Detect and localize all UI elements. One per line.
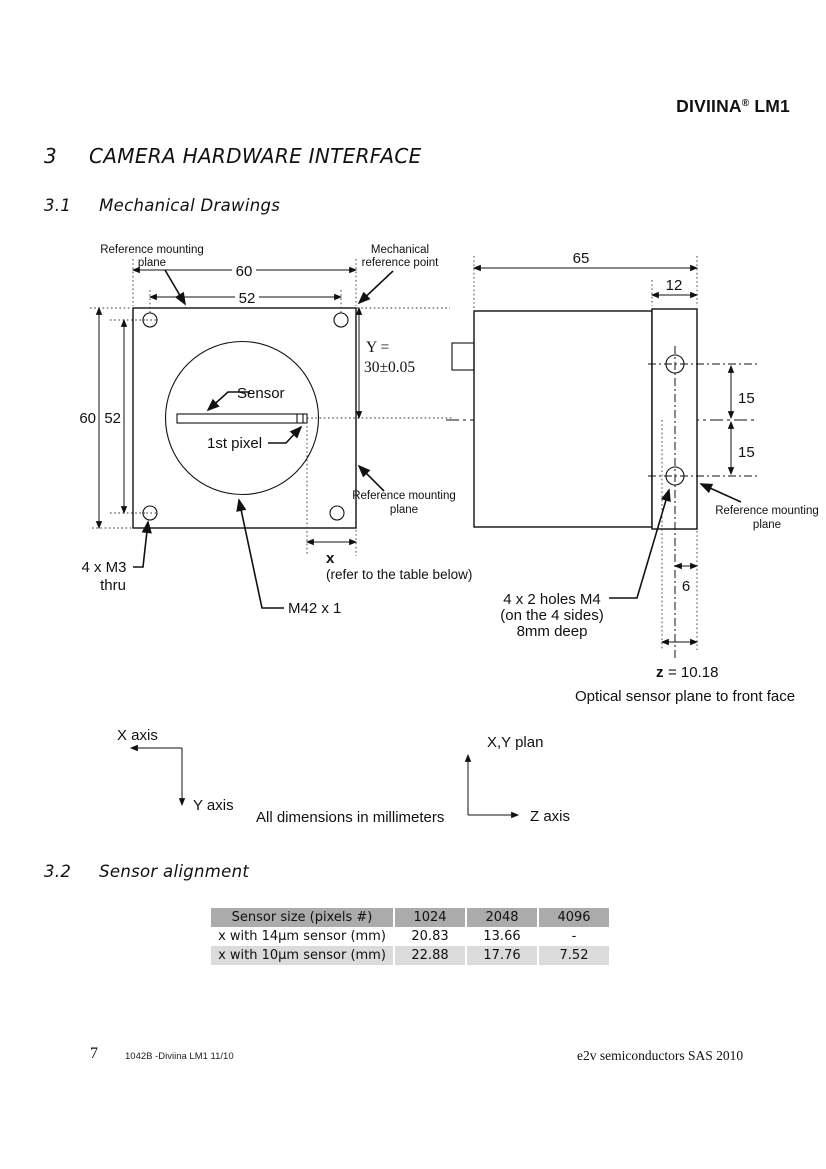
svg-text:Sensor: Sensor — [237, 385, 285, 402]
front-ref-plane-top-label — [100, 244, 204, 304]
side-dim-65 — [474, 250, 697, 308]
table-header-row — [211, 908, 609, 927]
model-name: LM1 — [754, 96, 790, 116]
copyright-notice: e2v semiconductors SAS 2010 — [577, 1048, 744, 1063]
svg-text:plane: plane — [137, 257, 167, 269]
svg-text:M42 x 1: M42 x 1 — [288, 600, 342, 617]
svg-text:4 x M3: 4 x M3 — [81, 559, 127, 576]
rear-connector — [452, 343, 474, 370]
svg-text:Reference mounting: Reference mounting — [352, 490, 456, 502]
brand-name: DIVIINA — [676, 96, 742, 116]
svg-text:52: 52 — [238, 290, 256, 307]
svg-text:Mechanical: Mechanical — [370, 244, 430, 256]
section-heading-3 — [44, 144, 422, 168]
section-number: 3.1 — [44, 196, 72, 215]
table-header-2048: 2048 — [465, 908, 537, 927]
row-value: 20.83 — [393, 927, 465, 946]
svg-text:X,Y plan: X,Y plan — [487, 734, 544, 751]
svg-text:52: 52 — [104, 410, 121, 427]
document-reference: 1042B -Diviina LM1 11/10 — [125, 1051, 234, 1062]
row-value: 7.52 — [537, 946, 609, 965]
camera-side-body — [474, 311, 652, 527]
svg-text:z: z — [656, 664, 664, 681]
table-header-4096: 4096 — [537, 908, 609, 927]
section-number: 3 — [44, 144, 58, 168]
svg-text:Reference mounting: Reference mounting — [715, 505, 819, 517]
units-note: All dimensions in millimeters — [256, 809, 445, 826]
registered-mark: ® — [741, 98, 750, 109]
svg-text:= 10.18: = 10.18 — [668, 664, 719, 681]
side-ref-plane-label — [701, 484, 819, 531]
row-value: 17.76 — [465, 946, 537, 965]
svg-text:Y axis: Y axis — [193, 797, 234, 814]
svg-text:plane: plane — [752, 519, 782, 531]
front-view-drawing — [72, 244, 472, 617]
row-value: - — [537, 927, 609, 946]
svg-text:plane: plane — [389, 504, 419, 516]
side-view-drawing — [446, 250, 819, 705]
front-ref-plane-right-label — [352, 466, 456, 516]
row-label: x with 14µm sensor (mm) — [218, 929, 386, 944]
side-dim-15-bottom — [731, 422, 755, 474]
svg-text:15: 15 — [738, 444, 755, 461]
z-caption: Optical sensor plane to front face — [574, 688, 796, 705]
z-axis-legend — [468, 734, 570, 825]
svg-text:4 x 2 holes M4: 4 x 2 holes M4 — [503, 591, 601, 608]
side-dim-z — [575, 642, 795, 705]
svg-text:reference point: reference point — [361, 257, 439, 269]
svg-text:Reference mounting: Reference mounting — [100, 244, 204, 256]
row-value: 13.66 — [465, 927, 537, 946]
svg-text:15: 15 — [738, 390, 755, 407]
page-number: 7 — [90, 1045, 98, 1062]
svg-text:x: x — [326, 550, 335, 567]
svg-text:60: 60 — [79, 410, 96, 427]
section-title: Mechanical Drawings — [99, 196, 281, 215]
svg-text:Y =: Y = — [366, 339, 390, 356]
section-heading-3-2 — [44, 862, 249, 881]
row-value: 22.88 — [393, 946, 465, 965]
side-dim-15-top — [731, 366, 755, 418]
side-dim-12 — [652, 277, 697, 306]
svg-text:(refer to the table below): (refer to the table below) — [326, 567, 473, 582]
svg-text:65: 65 — [572, 250, 590, 267]
section-title: CAMERA HARDWARE INTERFACE — [89, 144, 422, 168]
section-title: Sensor alignment — [99, 862, 250, 881]
m3-holes-label — [81, 522, 148, 594]
svg-text:1st pixel: 1st pixel — [207, 435, 263, 452]
xy-axes-legend — [117, 727, 234, 814]
table-header-1024: 1024 — [393, 908, 465, 927]
table-header-label: Sensor size (pixels #) — [231, 910, 373, 925]
svg-text:thru: thru — [100, 577, 126, 594]
sensor-alignment-table — [211, 908, 609, 965]
svg-text:30±0.05: 30±0.05 — [364, 359, 416, 376]
svg-text:Z axis: Z axis — [530, 808, 571, 825]
table-row — [211, 927, 609, 946]
svg-text:8mm deep: 8mm deep — [516, 623, 588, 640]
front-dim-y — [359, 308, 415, 418]
mechanical-drawings — [0, 235, 826, 835]
section-heading-3-1 — [44, 196, 280, 215]
row-label: x with 10µm sensor (mm) — [218, 948, 386, 963]
svg-text:6: 6 — [681, 578, 691, 595]
svg-text:12: 12 — [665, 277, 683, 294]
section-number: 3.2 — [44, 862, 72, 881]
svg-text:(on the 4 sides): (on the 4 sides) — [500, 607, 604, 624]
svg-text:60: 60 — [235, 263, 253, 280]
product-title — [676, 96, 790, 117]
svg-text:X axis: X axis — [117, 727, 158, 744]
mechanical-reference-point-label — [359, 244, 439, 303]
table-row — [211, 946, 609, 965]
